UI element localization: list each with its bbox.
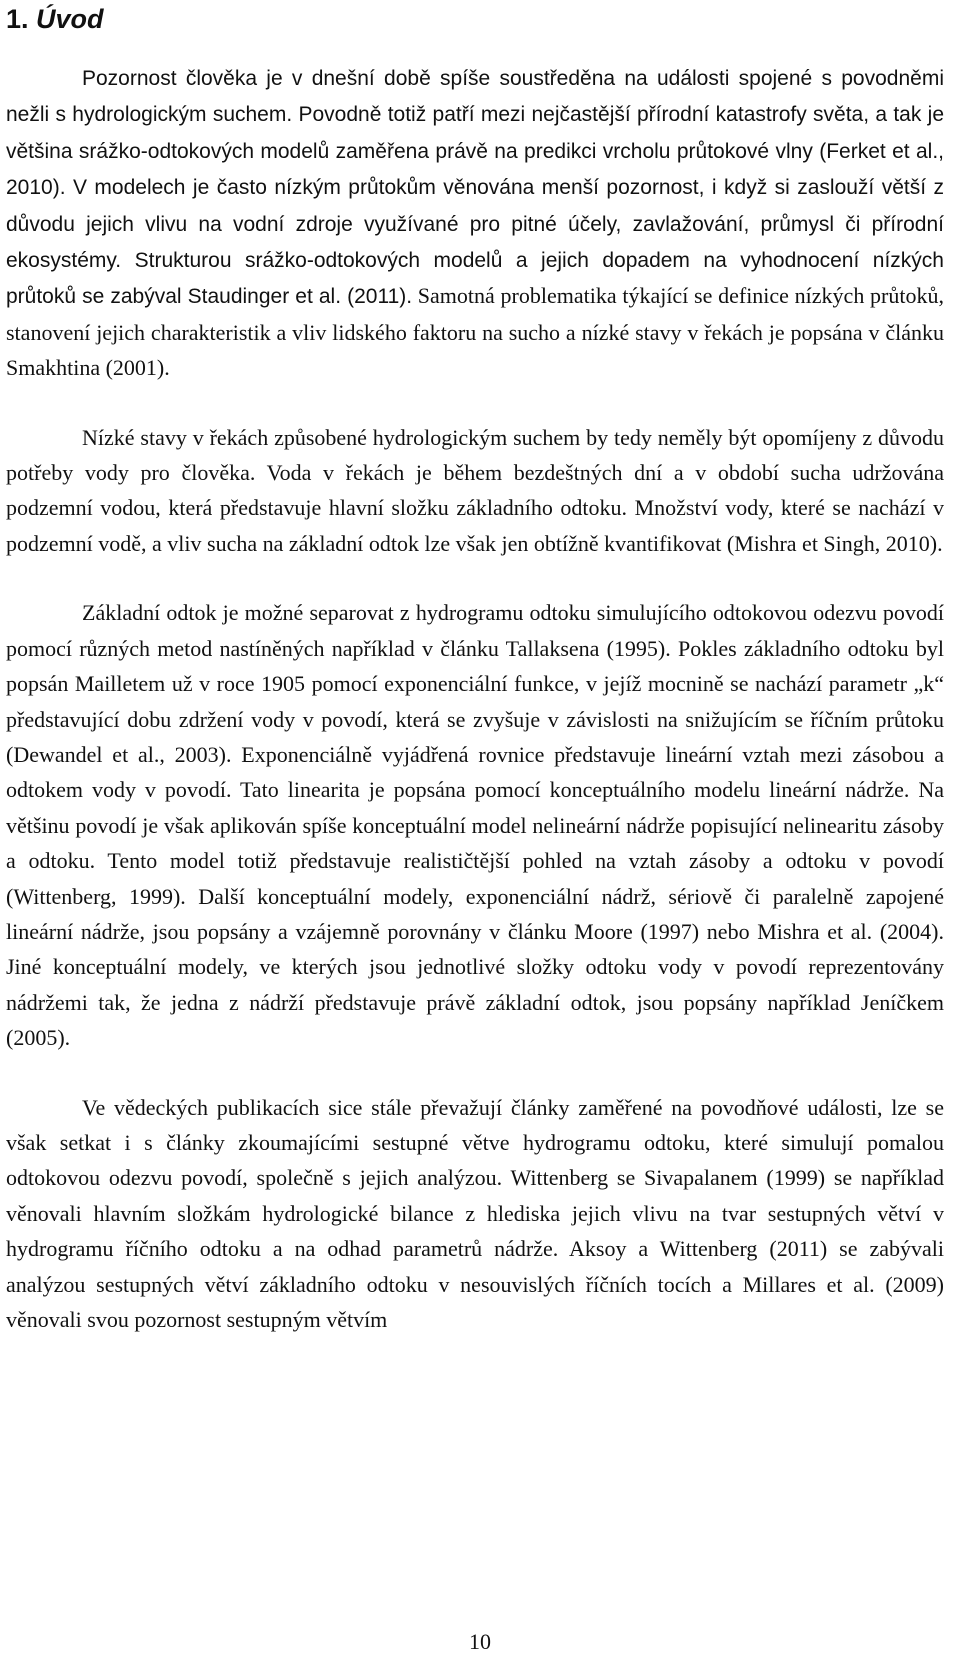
body-text (6, 60, 944, 1337)
paragraph-1 (6, 60, 944, 386)
section-number: 1. (6, 4, 29, 34)
paragraph-1-sans-part: Pozornost člověka je v dnešní době spíše soustředěna na události spojené s povodněmi nežli s hydrologickým suchem. Povodně totiž patří mezi nejčastější přírodní katastrofy světa, a tak je většina srážko-odtokových modelů zaměřena právě na predikci vrcholu průtokové vlny (Ferket et al., 2010). V modelech je často nízkým průtokům věnována menší pozornost, i když si zaslouží větší z důvodu jejich vlivu na vodní zdroje využívané pro pitné účely, zavlažování, průmysl či přírodní ekosystémy. Strukturou srážko-odtokových modelů a jejich dopadem na vyhodnocení nízkých průtoků se zabýval Staudinger et al. (2011). (6, 67, 944, 309)
paragraph-3: Základní odtok je možné separovat z hydrogramu odtoku simulujícího odtokovou odezvu povodí pomocí různých metod nastíněných například v článku Tallaksena (1995). Pokles základního odtoku byl popsán Mailletem už v roce 1905 pomocí exponenciální funkce, v jejíž mocnině se nachází parametr „k“ představující dobu zdržení vody v povodí, která se zvyšuje v závislosti na snižujícím se říčním průtoku (Dewandel et al., 2003). Exponenciálně vyjádřená rovnice představuje lineární vztah mezi zásobou a odtokem vody v povodí. Tato linearita je popsána pomocí konceptuálního modelu lineární nádrže. Na většinu povodí je však aplikován spíše konceptuální model nelineární nádrže popisující nelinearitu zásoby a odtoku. Tento model totiž představuje realističtější pohled na vztah zásoby a odtoku v povodí (Wittenberg, 1999). Další konceptuální modely, exponenciální nádrž, sériově či paralelně zapojené lineární nádrže, jsou popsány a vzájemně porovnány v článku Moore (1997) nebo Mishra et al. (2004). Jiné konceptuální modely, ve kterých jsou jednotlivé složky odtoku vody v povodí reprezentovány nádržemi tak, že jedna z nádrží představuje právě základní odtok, jsou popsány například Jeníčkem (2005). (6, 600, 944, 1051)
section-title: Úvod (36, 4, 104, 34)
paragraph-1-serif-part: Samotná problematika týkající se definice nízkých průtoků, stanovení jejich charakteristik a vliv lidského faktoru na sucho a nízké stavy v řekách je popsána v článku Smakhtina (2001). (6, 283, 944, 381)
section-heading (6, 2, 104, 36)
page-number: 10 (469, 1629, 491, 1654)
paragraph-2: Nízké stavy v řekách způsobené hydrologickým suchem by tedy neměly být opomíjeny z důvodu potřeby vody pro člověka. Voda v řekách je během bezdeštných dní a v období sucha udržována podzemní vodou, která představuje hlavní složku základního odtoku. Množství vody, které se nachází v podzemní vodě, a vliv sucha na základní odtok lze však jen obtížně kvantifikovat (Mishra et Singh, 2010). (6, 424, 944, 556)
paragraph-4: Ve vědeckých publikacích sice stále převažují články zaměřené na povodňové události, lze se však setkat i s články zkoumajícími sestupné větve hydrogramu odtoku, které simulují pomalou odtokovou odezvu povodí, společně s jejich analýzou. Wittenberg se Sivapalanem (1999) se například věnovali hlavním složkám hydrologické bilance z hlediska jejich vlivu na tvar sestupných větví v hydrogramu říčního odtoku a na odhad parametrů nádrže. Aksoy a Wittenberg (2011) se zabývali analýzou sestupných větví základního odtoku v nesouvislých říčních tocích a Millares et al. (2009) věnovali svou pozornost sestupným větvím (6, 1094, 944, 1332)
